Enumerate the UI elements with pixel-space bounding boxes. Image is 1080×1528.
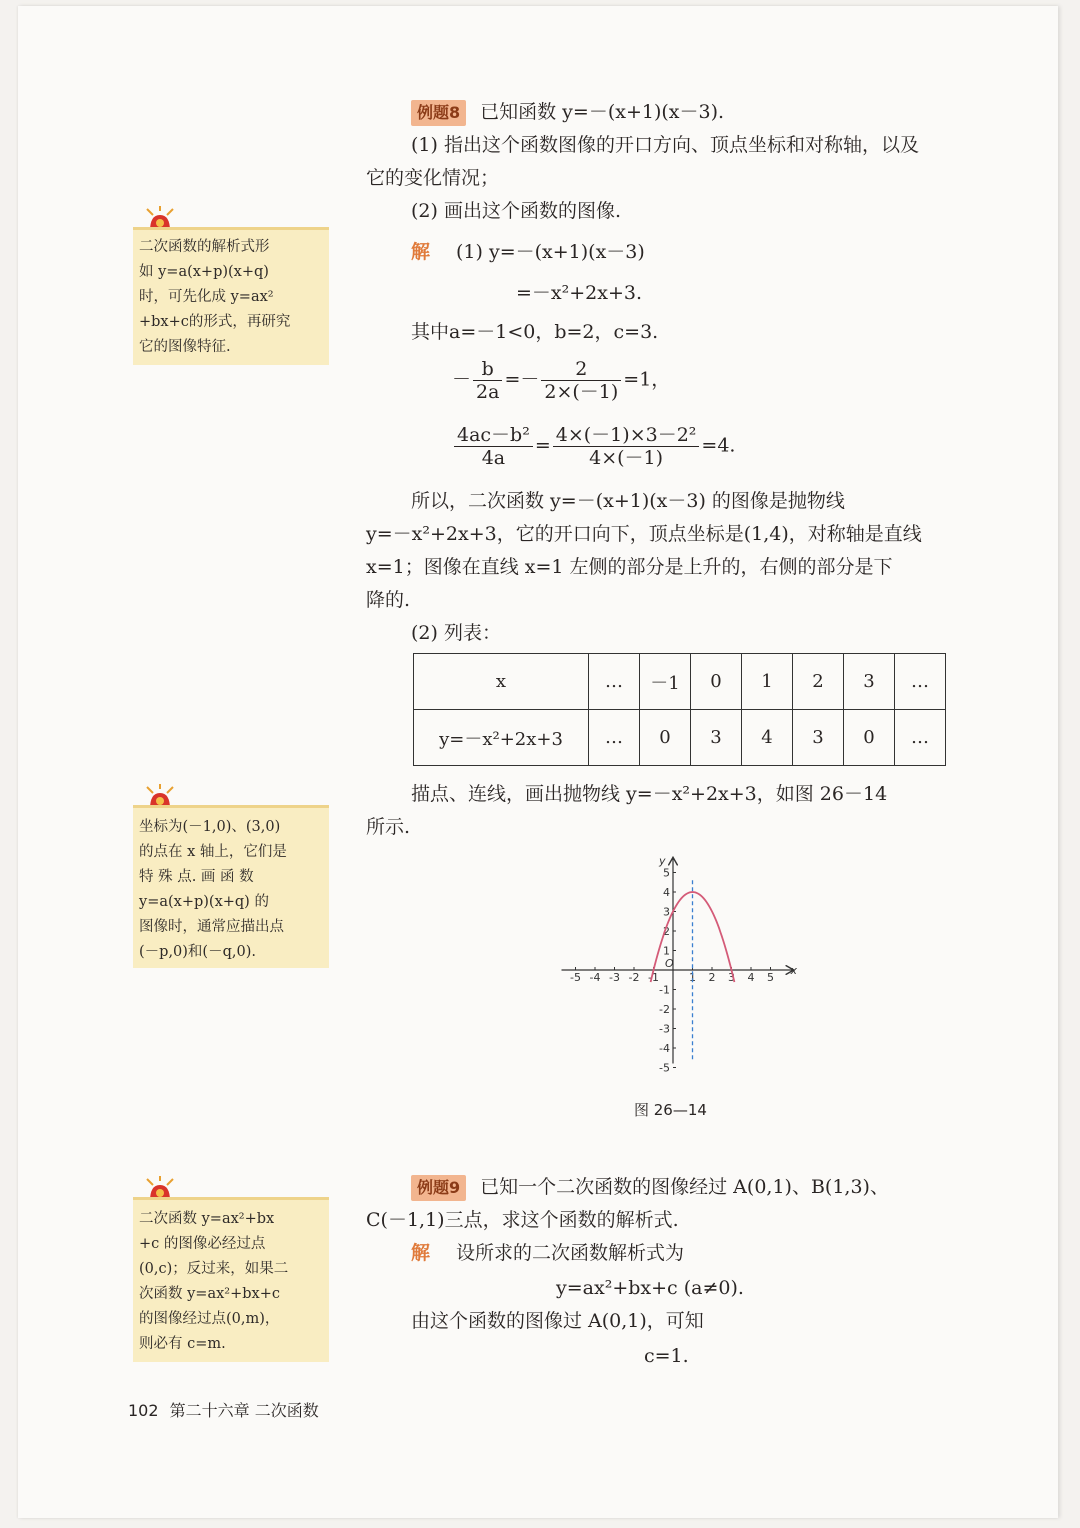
y-tick-label: 4 (663, 886, 670, 899)
x-tick-label: -3 (609, 971, 620, 984)
table-cell: 2 (793, 654, 844, 710)
note-line: 特 殊 点. 画 函 数 (139, 869, 254, 885)
table-cell: 4 (742, 710, 793, 766)
fraction-num: 4×(－1)×3－2² (553, 424, 700, 447)
note-line: 如 y=a(x+p)(x+q) (139, 264, 269, 280)
x-tick-label: -2 (628, 971, 640, 984)
x-tick-label: 3 (728, 971, 735, 984)
y-tick-label: 2 (663, 925, 670, 938)
note-line: 时，可先化成 y=ax² (139, 289, 274, 305)
table-cell: 0 (691, 654, 742, 710)
fraction-den: 4×(－1) (589, 447, 664, 469)
table-row (414, 710, 946, 766)
note-line: 它的图像特征. (139, 339, 231, 355)
note-line: 二次函数的解析式形 (139, 239, 270, 255)
note-line: 的图像经过点(0,m)， (139, 1311, 280, 1327)
note-line: 二次函数 y=ax²+bx (139, 1211, 275, 1227)
conclusion-line3: x=1；图像在直线 x=1 左侧的部分是上升的，右侧的部分是下 (366, 556, 893, 578)
example8-q1-line1: (1) 指出这个函数图像的开口方向、顶点坐标和对称轴，以及 (411, 134, 919, 156)
fraction-2-over (541, 358, 621, 403)
table-cell: 3 (844, 654, 895, 710)
formula2-mid: = (534, 434, 551, 457)
solution8-line2: =－x²+2x+3. (516, 282, 643, 304)
y-tick-label: -5 (659, 1061, 670, 1075)
table-row (414, 654, 946, 710)
note-line: 坐标为(－1,0)、(3,0) (139, 819, 281, 835)
solution9-line3: 由这个函数的图像过 A(0,1)，可知 (411, 1310, 704, 1332)
solution-label: 解 (411, 241, 431, 263)
value-table (413, 653, 946, 766)
fraction-b-2a (473, 358, 502, 403)
figure-caption: 图 26—14 (634, 1101, 707, 1119)
example8-q1-line2: 它的变化情况； (366, 167, 500, 189)
formula-axis (452, 358, 670, 403)
example8-heading (411, 99, 724, 126)
y-axis-label: y (659, 854, 666, 868)
table-cell: … (589, 710, 640, 766)
formula-vertex (452, 424, 735, 469)
example9-badge: 例题9 (411, 1175, 466, 1201)
formula1-prefix: － (452, 368, 472, 391)
table-intro: (2) 列表： (411, 622, 501, 644)
fraction-den: 2a (476, 381, 500, 403)
x-tick-label: -4 (589, 971, 601, 984)
x-tick-label: 4 (747, 971, 755, 984)
table-cell: … (895, 710, 946, 766)
note-line: +bx+c的形式，再研究 (139, 314, 291, 330)
note-line: 的点在 x 轴上，它们是 (139, 844, 287, 860)
table-cell: y=－x²+2x+3 (414, 710, 589, 766)
table-cell: 0 (640, 710, 691, 766)
solution8-line1 (411, 239, 645, 265)
table-cell: 3 (691, 710, 742, 766)
y-tick-label: 5 (663, 866, 670, 880)
table-cell: 1 (742, 654, 793, 710)
solution9-text: 设所求的二次函数解析式为 (456, 1242, 685, 1264)
draw-line2: 所示. (366, 816, 411, 838)
solution8-line3: 其中a=－1<0，b=2，c=3. (411, 321, 659, 343)
y-tick-label: 3 (663, 905, 670, 919)
conclusion-line1: 所以，二次函数 y=－(x+1)(x－3) 的图像是抛物线 (411, 490, 845, 512)
table-cell: x (414, 654, 589, 710)
formula2-suffix: =4. (701, 434, 736, 457)
note-line: (0,c)；反过来，如果二 (139, 1261, 289, 1277)
fraction-num: 4ac－b² (454, 424, 533, 447)
example8-title: 已知函数 y=－(x+1)(x－3). (480, 101, 725, 123)
example9-heading (411, 1174, 889, 1201)
x-tick-label: 5 (767, 971, 774, 984)
solution9-line2: y=ax²+bx+c (a≠0). (556, 1277, 744, 1299)
fraction-num: 2 (541, 358, 621, 381)
table-cell: … (589, 654, 640, 710)
table-cell: … (895, 654, 946, 710)
solution8-expr1: (1) y=－(x+1)(x－3) (456, 241, 645, 263)
table-cell: 3 (793, 710, 844, 766)
note-line: 图像时，通常应描出点 (139, 919, 284, 935)
x-axis-label: x (790, 964, 798, 977)
page-number: 102 (128, 1401, 159, 1420)
note-line: (－p,0)和(－q,0). (139, 944, 256, 960)
y-tick-label: -2 (659, 1003, 670, 1016)
example8-badge: 例题8 (411, 100, 466, 126)
x-tick-label: -1 (648, 971, 659, 984)
example9-line2: C(－1,1)三点，求这个函数的解析式. (366, 1209, 679, 1231)
solution-label: 解 (411, 1242, 431, 1264)
y-tick-label: 1 (663, 944, 670, 958)
example9-line1: 已知一个二次函数的图像经过 A(0,1)、B(1,3)、 (480, 1176, 889, 1198)
note-line: 则必有 c=m. (139, 1336, 226, 1352)
solution9-line1 (411, 1240, 684, 1266)
origin-label: O (665, 957, 674, 970)
example8-q2: (2) 画出这个函数的图像. (411, 200, 621, 222)
chapter-title: 第二十六章 二次函数 (169, 1401, 319, 1420)
note-line: 次函数 y=ax²+bx+c (139, 1286, 280, 1302)
conclusion-line4: 降的. (366, 589, 411, 611)
parabola-graph (548, 840, 798, 1080)
draw-line1: 描点、连线，画出抛物线 y=－x²+2x+3，如图 26－14 (411, 783, 888, 805)
fraction-4ac (454, 424, 533, 469)
formula1-mid: =－ (504, 368, 540, 391)
conclusion-line2: y=－x²+2x+3，它的开口向下，顶点坐标是(1,4)，对称轴是直线 (366, 523, 922, 545)
page-footer (128, 1398, 319, 1421)
fraction-den: 2×(－1) (544, 381, 619, 403)
table-cell: 0 (844, 710, 895, 766)
x-tick-label: -5 (570, 971, 581, 984)
note-line: y=a(x+p)(x+q) 的 (139, 894, 269, 910)
fraction-num: b (473, 358, 502, 381)
x-tick-label: 2 (708, 971, 716, 984)
fraction-numeric (553, 424, 700, 469)
x-tick-label: 1 (689, 971, 696, 984)
fraction-den: 4a (481, 447, 506, 469)
formula1-suffix: =1， (623, 368, 671, 391)
y-tick-label: -3 (659, 1022, 670, 1036)
y-tick-label: -4 (659, 1042, 670, 1055)
solution9-line4: c=1. (644, 1345, 689, 1367)
table-cell: －1 (640, 654, 691, 710)
y-tick-label: -1 (659, 983, 670, 997)
note-line: +c 的图像必经过点 (139, 1236, 266, 1252)
